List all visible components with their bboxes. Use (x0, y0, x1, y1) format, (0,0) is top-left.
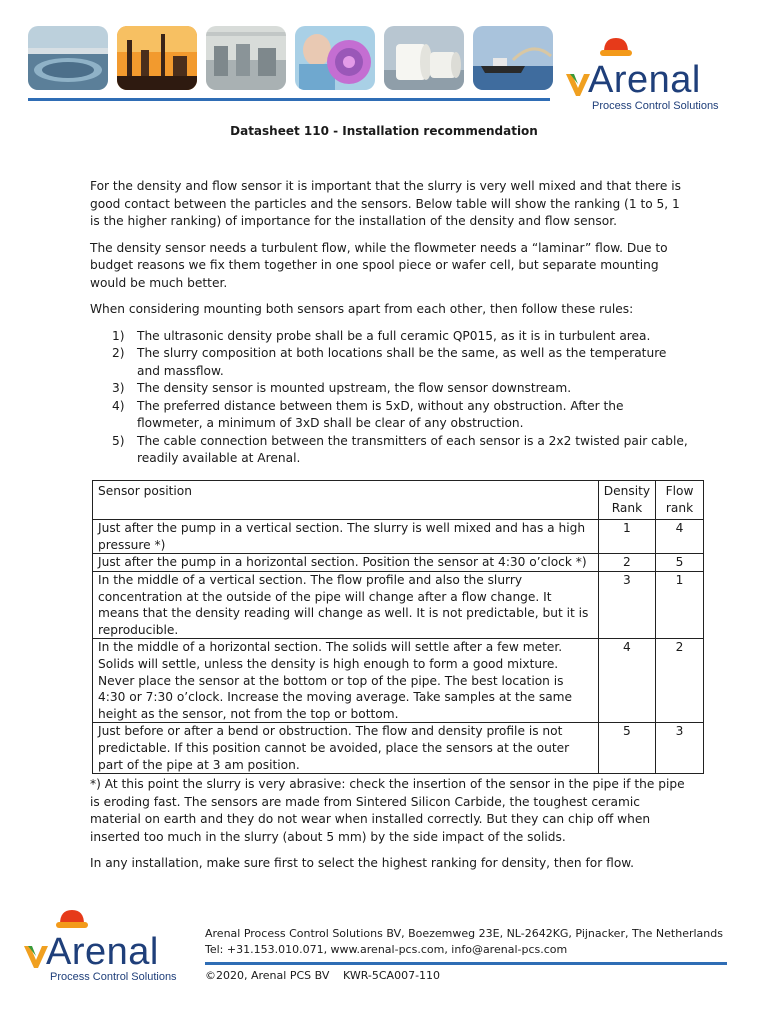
logo-brand: Arenal (46, 931, 159, 973)
position-cell: In the middle of a horizontal section. The solids will settle after a few meter. Solids will settle, unless the density is high enough to form a good mixture. Never place the sensor at the bottom or top of the pipe. The best location is 4:30 or 7:30 o’clock. Increase the moving average. Take samples at the same height as the sensor, not from the top or bottom. (93, 639, 599, 723)
table-row (93, 520, 704, 554)
table-header-row (93, 481, 704, 520)
flow-rank-cell: 3 (656, 723, 704, 774)
rule-item: 4) The preferred distance between them is 5xD, without any obstruction. After the flowmeter, a minimum of 3xD shall be clear of any obstruction. (112, 398, 624, 430)
header-photo-strip (28, 26, 550, 90)
footer-rule (205, 962, 727, 965)
density-rank-cell: 2 (598, 554, 655, 572)
intro-paragraph: For the density and flow sensor it is important that the slurry is very well mixed and that there is good contact between the particles and the sensors. Below table will show the ranking (1 to 5, 1 is the higher ranking) of importance for the installation of the density and flow sensor. (90, 179, 681, 228)
footer-copyright: ©2020, Arenal PCS BV (205, 969, 330, 982)
notes-section (90, 776, 690, 882)
mounting-rules-list (90, 328, 690, 468)
header-flow-rank: Flow rank (656, 481, 704, 520)
logo-tagline: Process Control Solutions (592, 100, 719, 112)
table-row (93, 723, 704, 774)
density-rank-cell: 3 (598, 571, 655, 638)
position-cell: Just after the pump in a horizontal section. Position the sensor at 4:30 o’clock *) (93, 554, 599, 572)
header-sensor-position: Sensor position (93, 481, 599, 520)
flow-rank-cell: 2 (656, 639, 704, 723)
water-treatment-photo (28, 26, 108, 90)
footer-address: Arenal Process Control Solutions BV, Boezemweg 23E, NL-2642KG, Pijnacker, The Netherlands (205, 927, 723, 940)
flow-rank-cell: 5 (656, 554, 704, 572)
industrial-hall-photo (206, 26, 286, 90)
logo-brand: Arenal (588, 59, 701, 101)
footer-doc-code: KWR-5CA007-110 (343, 969, 441, 982)
sensor-ranking-table (92, 480, 704, 774)
position-cell: Just after the pump in a vertical section. The slurry is well mixed and has a high pressure *) (93, 520, 599, 554)
density-rank-cell: 4 (598, 639, 655, 723)
closing-note: In any installation, make sure first to select the highest ranking for density, then for flow. (90, 856, 635, 870)
rules-intro-paragraph: When considering mounting both sensors apart from each other, then follow these rules: (90, 302, 634, 316)
sensor-flow-paragraph: The density sensor needs a turbulent flow, while the flowmeter needs a “laminar” flow. Due to budget reasons we fix them together in one spool piece or wafer cell, but separate mounting would be much better. (90, 240, 668, 290)
refinery-photo (117, 26, 197, 90)
flow-rank-cell: 1 (656, 571, 704, 638)
table-row (93, 639, 704, 723)
intro-section (90, 178, 690, 468)
flow-rank-cell: 4 (656, 520, 704, 554)
abrasion-footnote: *) At this point the slurry is very abrasive: check the insertion of the sensor in the pipe if the pipe is eroding fast. The sensors are made from Sintered Silicon Carbide, the toughest ceramic material on earth and they do not wear when installed correctly. But they can chip off when inserted too much in the slurry (about 5 mm) by the side impact of the solids. (90, 777, 685, 844)
density-rank-cell: 5 (598, 723, 655, 774)
table-row (93, 554, 704, 572)
rule-item: 1) The ultrasonic density probe shall be a full ceramic QP015, as it is in turbulent area. (112, 328, 651, 343)
footer-contact: Tel: +31.153.010.071, www.arenal-pcs.com, info@arenal-pcs.com (205, 943, 568, 956)
position-cell: Just before or after a bend or obstruction. The flow and density profile is not predictable. If this position cannot be avoided, place the sensors at the outer part of the pipe at 3 am position. (93, 723, 599, 774)
header-rule (28, 98, 550, 101)
rule-item: 2) The slurry composition at both locations shall be the same, as well as the temperature and massflow. (112, 346, 667, 378)
arenal-logo-footer (24, 902, 196, 986)
position-cell: In the middle of a vertical section. The flow profile and also the slurry concentration at the outside of the pipe will change after a flow change. It means that the density reading will change as well. It is not predictable, but it is reproducible. (93, 571, 599, 638)
density-rank-cell: 1 (598, 520, 655, 554)
rule-item: 3) The density sensor is mounted upstream, the flow sensor downstream. (112, 381, 572, 395)
table-row (93, 571, 704, 638)
wafer-lab-photo (295, 26, 375, 90)
logo-tagline: Process Control Solutions (50, 971, 177, 983)
document-title: Datasheet 110 - Installation recommendation (230, 124, 538, 138)
header-density-rank: Density Rank (598, 481, 655, 520)
ship-dredger-photo (473, 26, 553, 90)
rule-item: 5) The cable connection between the transmitters of each sensor is a 2x2 twisted pair cable, readily available at Arenal. (112, 433, 688, 465)
paper-rolls-photo (384, 26, 464, 90)
arenal-logo-header (564, 30, 736, 114)
